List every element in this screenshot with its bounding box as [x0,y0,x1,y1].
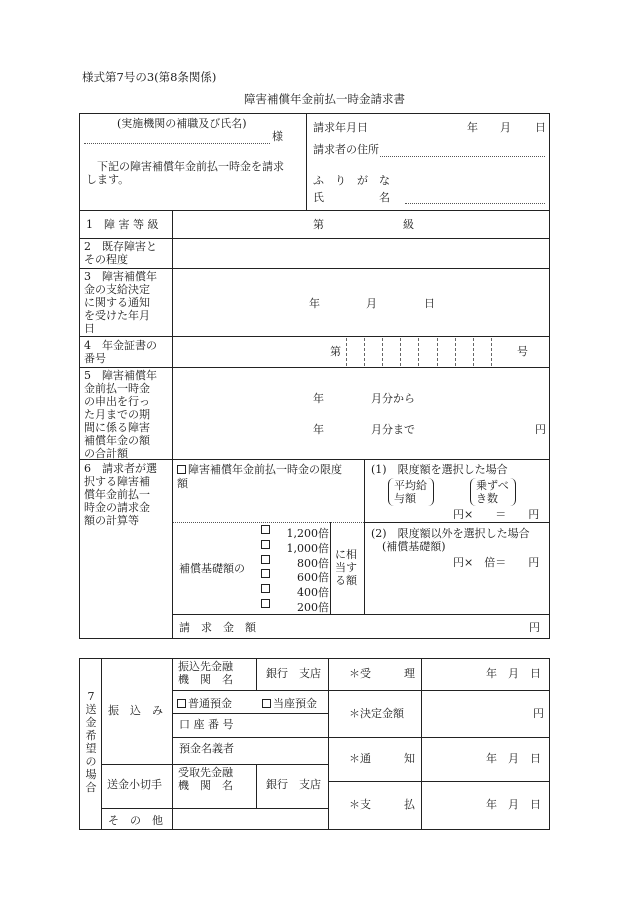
name-label: 氏 名 [313,191,390,204]
claim-amount-label: 請 求 金 額 [179,621,256,634]
decision-amount-yen: 円 [533,707,544,720]
option-800[interactable] [261,555,329,570]
claim-date-label: 請求年月日 [313,121,368,134]
cheque-label: 送金小切手 [107,778,162,791]
equivalent-label: に相 当す る額 [335,548,357,587]
checkbox-800[interactable] [261,555,270,564]
checkbox-1000[interactable] [261,540,270,549]
option-1200[interactable] [261,525,329,540]
option-1200-label: 1,200倍 [286,527,329,540]
option-800-label: 800倍 [297,556,329,570]
option-1000[interactable] [261,540,329,555]
checkbox-600[interactable] [261,569,270,578]
certificate-number-label: 4 年金証書の 番号 [84,339,157,365]
notice-day: 日 [424,297,435,310]
remit-side-label: 7送金希望の場合 [85,690,97,794]
claim-date-day: 日 [535,121,546,134]
institution-label: (実施機関の補職及び氏名) [117,117,247,130]
form-title: 障害補償年金前払一時金請求書 [244,92,405,106]
bank-branch: 銀行 支店 [266,667,321,680]
payment-label: ＊支 払 [349,798,415,811]
total-amount-label: 5 障害補償年 金前払一時金 の申出を行っ た月までの期 間に係る障害 補償年金の額 の合計額 [84,369,157,460]
limit-checkbox[interactable] [177,465,186,474]
checkbox-1200[interactable] [261,525,270,534]
furikomi-label: 振 込 み [108,704,163,717]
grade-kyu: 級 [403,218,414,231]
request-text: 下記の障害補償年金前払一時金を請求 します。 [86,160,284,186]
claim-date-year: 年 [467,121,478,134]
option-600[interactable] [261,569,329,584]
toza-checkbox[interactable] [262,699,271,708]
form-number: 様式第7号の3(第8条関係) [82,70,217,84]
remit-table [79,658,550,830]
bank-label: 振込先金融 機 関 名 [178,660,233,686]
option-400[interactable] [261,584,329,599]
decision-amount-label: ＊決定金額 [349,707,404,720]
option-400-label: 400倍 [297,586,329,600]
multiple-options [261,525,329,614]
option-200[interactable] [261,599,329,614]
formula2: 円× 倍＝ 円 [453,556,540,569]
notice-year: 年 [309,297,320,310]
option-200-label: 200倍 [297,600,329,614]
claim-amount-yen: 円 [529,621,540,634]
period-to: 月分まで [371,423,415,436]
recv-bank-branch: 銀行 支店 [266,778,321,791]
checkbox-200[interactable] [261,599,270,608]
futsu-checkbox[interactable] [177,699,186,708]
total-yen: 円 [535,423,546,436]
toza-label: 当座預金 [273,697,317,710]
notice-label: ＊通 知 [349,752,415,765]
checkbox-400[interactable] [261,584,270,593]
disability-grade-label: 1 障 害 等 級 [86,218,159,231]
base-amount-label: 補償基礎額の [179,562,245,575]
notice-month: 月 [366,297,377,310]
claim-date-month: 月 [500,121,511,134]
period-year-from: 年 [313,392,324,405]
avg-salary-label: 平均給 与額 [394,479,427,505]
notice-date-label: 3 障害補償年 金の支給決定 に関する通知 を受けた年月 日 [84,270,157,335]
sama-label: 様 [272,130,283,143]
multiplier-label: 乗ずべ き数 [476,479,509,505]
period-year-to: 年 [313,423,324,436]
case2-label: (2) 限度額以外を選択した場合 (補償基礎額) [371,527,530,553]
certificate-go: 号 [517,345,528,358]
recv-bank-label: 受取先金融 機 関 名 [178,766,233,792]
toza-option[interactable] [262,695,317,711]
account-holder-label: 預金名義者 [179,742,234,755]
existing-disability-label: 2 既存障害と その程度 [84,240,157,266]
option-600-label: 600倍 [297,571,329,585]
futsu-label: 普通預金 [188,697,232,710]
grade-dai: 第 [313,218,324,231]
case1-label: (1) 限度額を選択した場合 [371,463,508,476]
limit-option[interactable] [177,463,342,491]
calc-label: 6 請求者が選 択する障害補 償年金前払一 時金の請求金 額の計算等 [84,462,157,527]
address-label: 請求者の住所 [313,143,379,156]
furigana-label: ふ り が な [313,174,390,187]
formula1: 円× ＝ 円 [453,508,540,521]
other-label: そ の 他 [108,814,163,827]
period-from: 月分から [371,392,415,405]
account-number-label: 口 座 番 号 [179,718,234,731]
receipt-date: 年 月 日 [486,667,541,680]
option-1000-label: 1,000倍 [286,541,329,555]
receipt-label: ＊受 理 [349,667,415,680]
payment-date: 年 月 日 [486,798,541,811]
limit-text: 障害補償年金前払一時金の限度 額 [177,463,342,490]
certificate-dai: 第 [330,345,341,358]
notice-date: 年 月 日 [486,752,541,765]
futsu-option[interactable] [177,695,232,711]
